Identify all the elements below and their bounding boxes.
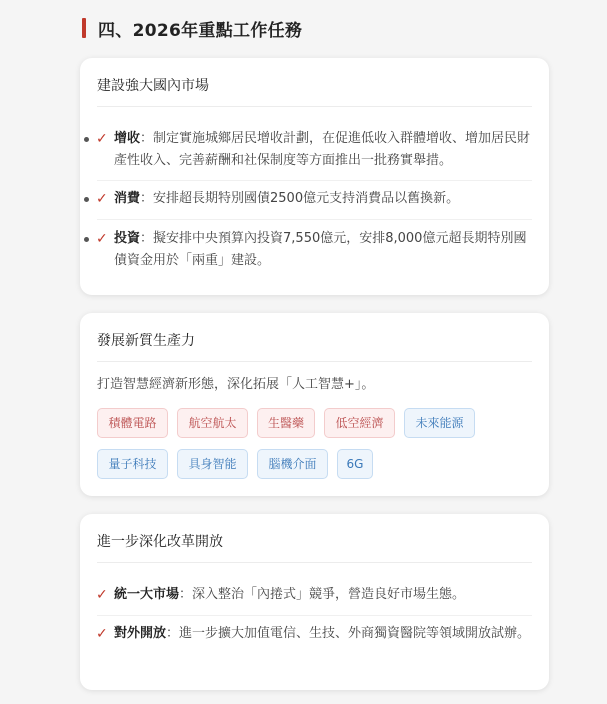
list-item-content <box>114 623 532 645</box>
divider <box>97 615 532 616</box>
section-heading <box>82 15 302 41</box>
card-new-productivity <box>80 313 549 496</box>
list-item-content <box>114 128 532 172</box>
item-text: ：深入整治「內捲式」競爭，營造良好市場生態。 <box>179 587 466 602</box>
bullet-dot-icon <box>84 137 89 142</box>
card-title: 進一步深化改革開放 <box>97 532 532 563</box>
card-title: 建設強大國內市場 <box>97 76 532 107</box>
section-title: 四、2026年重點工作任務 <box>98 20 303 41</box>
tag: 未來能源 <box>404 408 475 438</box>
card-domestic-market <box>80 58 549 295</box>
card-reform-opening <box>80 514 549 690</box>
item-text: ：擬安排中央預算內投資7,550億元，安排8,000億元超長期特別國債資金用於「兩重」建設。 <box>114 231 527 268</box>
tag: 腦機介面 <box>257 449 328 479</box>
divider <box>97 219 532 220</box>
tag: 量子科技 <box>97 449 168 479</box>
tag: 低空經濟 <box>324 408 395 438</box>
list-item-content <box>114 584 532 606</box>
item-text: ：進一步擴大加值電信、生技、外商獨資醫院等領域開放試辦。 <box>166 626 531 641</box>
item-text: ：安排超長期特別國債2500億元支持消費品以舊換新。 <box>140 191 460 206</box>
list-item <box>80 623 532 667</box>
tag: 6G <box>337 449 373 479</box>
check-icon: ✓ <box>96 231 108 247</box>
card-title: 發展新質生產力 <box>97 331 532 362</box>
list-item <box>80 584 532 606</box>
heading-accent-bar <box>82 18 86 38</box>
divider <box>97 180 532 181</box>
list-item-content <box>114 228 532 272</box>
tag: 航空航太 <box>177 408 248 438</box>
item-label: 消費 <box>114 191 141 206</box>
check-icon: ✓ <box>96 131 108 147</box>
item-label: 對外開放 <box>114 626 167 641</box>
item-label: 投資 <box>114 231 141 246</box>
tag: 積體電路 <box>97 408 168 438</box>
item-label: 增收 <box>114 131 141 146</box>
check-icon: ✓ <box>96 191 108 207</box>
tag: 具身智能 <box>177 449 248 479</box>
list-item <box>80 188 532 210</box>
bullet-dot-icon <box>84 237 89 242</box>
item-text: ：制定實施城鄉居民增收計劃，在促進低收入群體增收、增加居民財產性收入、完善薪酬和社保制度等方面推出一批務實舉措。 <box>114 131 531 168</box>
check-icon: ✓ <box>96 626 108 642</box>
bullet-dot-icon <box>84 197 89 202</box>
check-icon: ✓ <box>96 587 108 603</box>
list-item <box>80 128 532 172</box>
list-item-content <box>114 188 532 210</box>
item-label: 統一大市場 <box>114 587 180 602</box>
tag: 生醫藥 <box>257 408 315 438</box>
list-item <box>80 228 532 272</box>
card-intro: 打造智慧經濟新形態，深化拓展「人工智慧+」。 <box>97 377 375 392</box>
